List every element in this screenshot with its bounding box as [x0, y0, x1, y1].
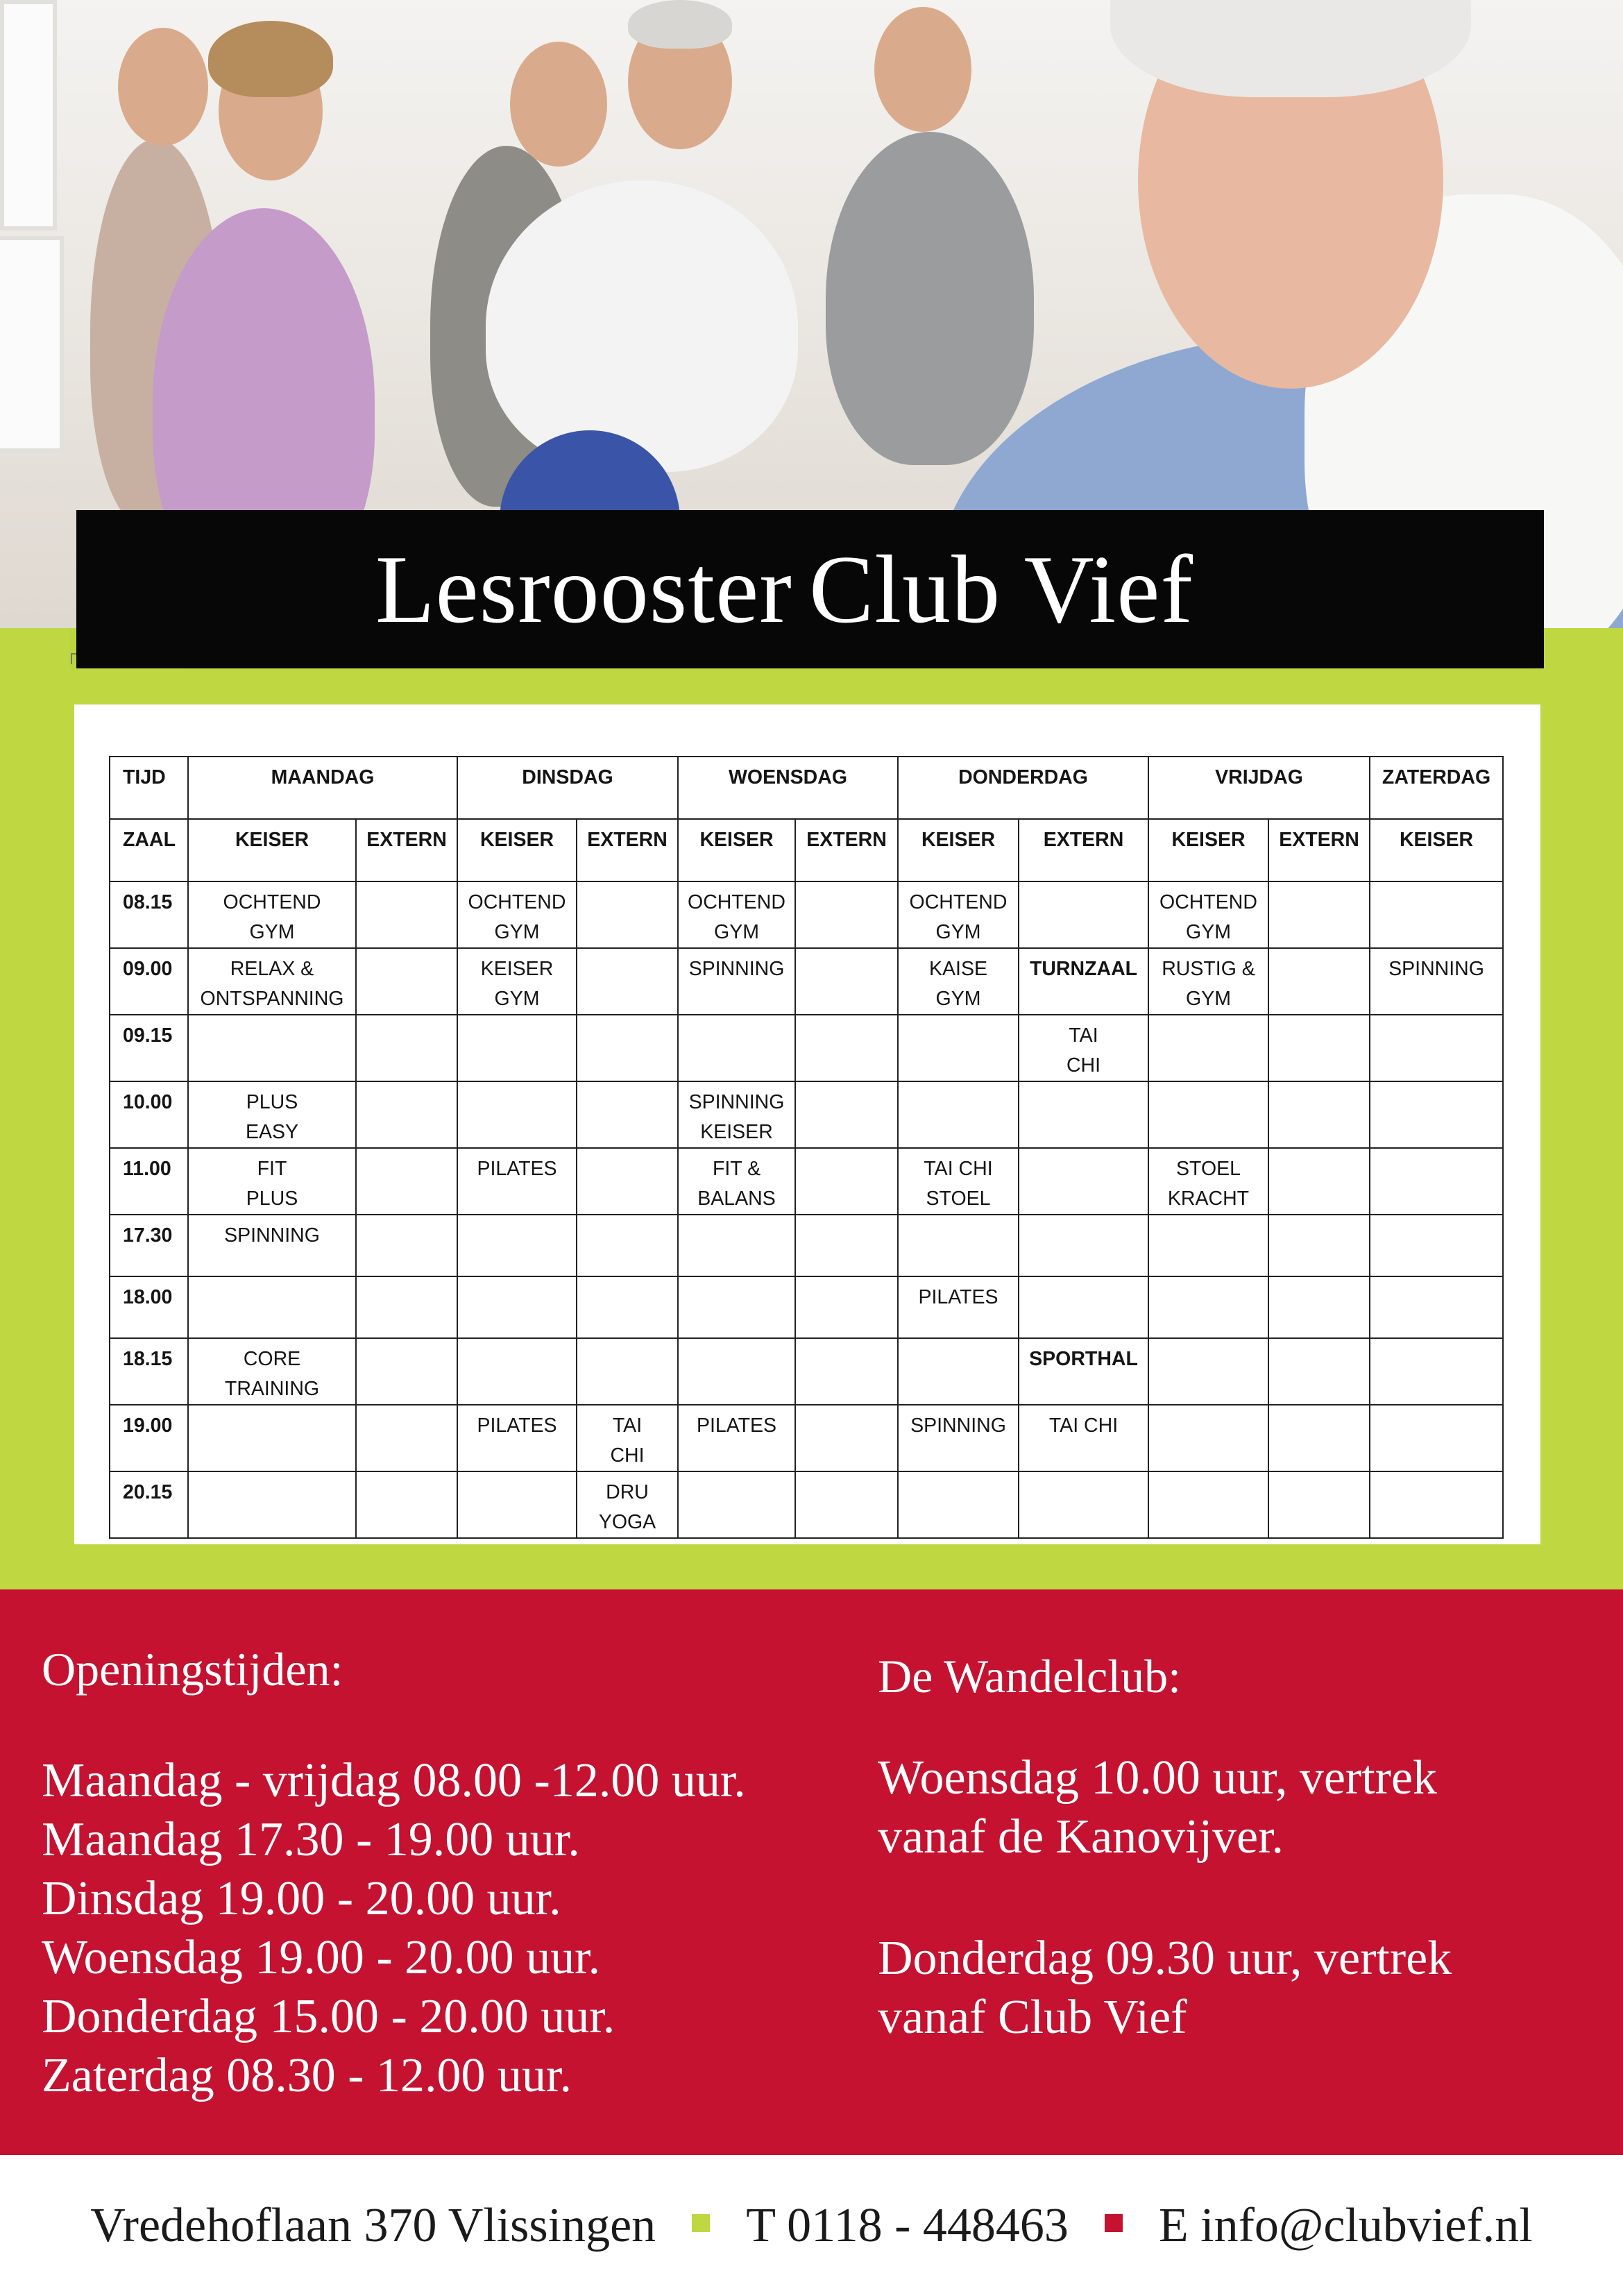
background-window [0, 0, 57, 230]
class-cell: TAI CHI STOEL [898, 1148, 1019, 1215]
class-cell [795, 1081, 898, 1148]
class-cell [577, 1215, 678, 1276]
class-cell [678, 1276, 795, 1338]
header-cell: EXTERN [577, 819, 678, 881]
walking-club-line: Donderdag 09.30 uur, vertrek [878, 1932, 1452, 1985]
time-cell: 09.00 [110, 948, 188, 1015]
class-cell: TAI CHI [577, 1405, 678, 1471]
opening-hours-heading: Openingstijden: [42, 1643, 343, 1696]
class-cell [356, 881, 457, 948]
time-cell: 08.15 [110, 881, 188, 948]
person-head [874, 7, 971, 132]
time-cell: 18.00 [110, 1276, 188, 1338]
class-cell [898, 1081, 1019, 1148]
class-cell [1148, 1338, 1268, 1405]
class-cell: OCHTEND GYM [678, 881, 795, 948]
header-cell: TIJD [110, 757, 188, 819]
class-cell [1148, 1081, 1268, 1148]
class-cell [1370, 1471, 1503, 1538]
contact-footer [0, 2155, 1623, 2296]
class-cell [188, 1276, 356, 1338]
class-cell [1148, 1405, 1268, 1471]
background-window [0, 236, 64, 453]
class-cell [188, 1015, 356, 1081]
class-cell [457, 1081, 577, 1148]
class-cell [795, 1338, 898, 1405]
class-cell: PILATES [457, 1148, 577, 1215]
class-cell [1370, 1215, 1503, 1276]
class-cell [795, 1148, 898, 1215]
header-cell: DINSDAG [457, 757, 678, 819]
header-cell: KEISER [898, 819, 1019, 881]
header-cell: KEISER [457, 819, 577, 881]
class-cell: DRU YOGA [577, 1471, 678, 1538]
class-cell [356, 1276, 457, 1338]
class-cell [457, 1338, 577, 1405]
class-cell [678, 1015, 795, 1081]
header-cell: WOENSDAG [678, 757, 898, 819]
class-cell [1370, 1338, 1503, 1405]
class-cell [1148, 1276, 1268, 1338]
class-cell [898, 1015, 1019, 1081]
class-cell [356, 1015, 457, 1081]
person-hair [208, 21, 333, 97]
opening-hours-line: Maandag - vrijdag 08.00 -12.00 uur. [42, 1754, 746, 1807]
footer-address: Vredehoflaan 370 Vlissingen [90, 2198, 656, 2252]
class-cell [898, 1338, 1019, 1405]
class-cell: PILATES [898, 1276, 1019, 1338]
class-cell [795, 881, 898, 948]
class-cell [577, 948, 678, 1015]
class-cell [577, 881, 678, 948]
class-cell: OCHTEND GYM [898, 881, 1019, 948]
class-cell [1268, 1081, 1370, 1148]
walking-club-line: vanaf Club Vief [878, 1991, 1187, 2044]
class-cell: KEISER GYM [457, 948, 577, 1015]
class-cell [1148, 1471, 1268, 1538]
schedule-row [110, 1015, 1503, 1081]
class-cell [795, 1015, 898, 1081]
person-head [118, 28, 208, 146]
class-cell [795, 1471, 898, 1538]
class-cell [457, 1015, 577, 1081]
schedule-card [74, 704, 1540, 1544]
header-cell: KEISER [1370, 819, 1503, 881]
schedule-row [110, 1081, 1503, 1148]
class-cell [795, 1276, 898, 1338]
person-figure-white-shirt [486, 180, 798, 472]
header-cell: DONDERDAG [898, 757, 1148, 819]
class-cell [356, 1405, 457, 1471]
time-cell: 17.30 [110, 1215, 188, 1276]
class-cell [1370, 1015, 1503, 1081]
header-cell: EXTERN [1019, 819, 1148, 881]
class-cell: RELAX & ONTSPANNING [188, 948, 356, 1015]
header-cell: KEISER [1148, 819, 1268, 881]
class-cell: TAI CHI [1019, 1015, 1148, 1081]
class-cell [1148, 1015, 1268, 1081]
class-cell [795, 1405, 898, 1471]
class-cell [457, 1215, 577, 1276]
schedule-table [109, 756, 1504, 1539]
person-figure-grey-top [826, 132, 1034, 465]
header-cell: MAANDAG [188, 757, 457, 819]
class-cell: FIT & BALANS [678, 1148, 795, 1215]
class-cell [1268, 948, 1370, 1015]
class-cell [1268, 1015, 1370, 1081]
header-cell: VRIJDAG [1148, 757, 1370, 819]
class-cell [188, 1405, 356, 1471]
time-cell: 18.15 [110, 1338, 188, 1405]
class-cell [188, 1471, 356, 1538]
class-cell [457, 1471, 577, 1538]
class-cell [1370, 1276, 1503, 1338]
class-cell [1019, 1471, 1148, 1538]
class-cell [1148, 1215, 1268, 1276]
class-cell: SPINNING [898, 1405, 1019, 1471]
class-cell [356, 1471, 457, 1538]
class-cell: CORE TRAINING [188, 1338, 356, 1405]
class-cell [457, 1276, 577, 1338]
class-cell [1268, 1215, 1370, 1276]
class-cell [678, 1471, 795, 1538]
class-cell: SPINNING [678, 948, 795, 1015]
opening-hours-line: Maandag 17.30 - 19.00 uur. [42, 1813, 580, 1866]
opening-hours-line: Woensdag 19.00 - 20.00 uur. [42, 1931, 601, 1984]
page-title [375, 534, 1210, 645]
time-cell: 10.00 [110, 1081, 188, 1148]
schedule-row [110, 1405, 1503, 1471]
header-cell: EXTERN [795, 819, 898, 881]
footer-email: E info@clubvief.nl [1158, 2198, 1533, 2252]
green-square-icon [692, 2214, 710, 2232]
time-cell: 09.15 [110, 1015, 188, 1081]
time-cell: 11.00 [110, 1148, 188, 1215]
class-cell: OCHTEND GYM [188, 881, 356, 948]
schedule-row [110, 1276, 1503, 1338]
class-cell [1019, 1276, 1148, 1338]
title-part-lesrooster: Lesrooster [375, 535, 792, 643]
class-cell [1268, 1276, 1370, 1338]
class-cell [1268, 1148, 1370, 1215]
walking-club-line: vanaf de Kanovijver. [878, 1810, 1284, 1864]
class-cell [356, 948, 457, 1015]
class-cell [577, 1081, 678, 1148]
class-cell: OCHTEND GYM [457, 881, 577, 948]
header-cell: KEISER [188, 819, 356, 881]
class-cell: PILATES [457, 1405, 577, 1471]
class-cell [1019, 881, 1148, 948]
class-cell: STOEL KRACHT [1148, 1148, 1268, 1215]
header-cell: KEISER [678, 819, 795, 881]
schedule-row [110, 948, 1503, 1015]
walking-club-line: Woensdag 10.00 uur, vertrek [878, 1751, 1438, 1805]
person-hair [628, 0, 732, 49]
class-cell [678, 1215, 795, 1276]
class-cell: TAI CHI [1019, 1405, 1148, 1471]
class-cell [898, 1471, 1019, 1538]
class-cell [1268, 1471, 1370, 1538]
class-cell: PLUS EASY [188, 1081, 356, 1148]
class-cell [678, 1338, 795, 1405]
class-cell [1019, 1081, 1148, 1148]
class-cell [577, 1015, 678, 1081]
class-cell [898, 1215, 1019, 1276]
red-square-icon [1105, 2214, 1123, 2232]
info-band [0, 1589, 1623, 2155]
class-cell [1370, 881, 1503, 948]
class-cell [577, 1276, 678, 1338]
schedule-row [110, 881, 1503, 948]
class-cell [356, 1081, 457, 1148]
walking-club-heading: De Wandelclub: [878, 1650, 1182, 1703]
class-cell: SPINNING KEISER [678, 1081, 795, 1148]
header-cell: EXTERN [1268, 819, 1370, 881]
class-cell: RUSTIG & GYM [1148, 948, 1268, 1015]
class-cell: PILATES [678, 1405, 795, 1471]
class-cell: TURNZAAL [1019, 948, 1148, 1015]
time-cell: 19.00 [110, 1405, 188, 1471]
class-cell: FIT PLUS [188, 1148, 356, 1215]
class-cell [1268, 1338, 1370, 1405]
class-cell [1370, 1405, 1503, 1471]
class-cell [356, 1148, 457, 1215]
class-cell [1268, 1405, 1370, 1471]
class-cell [795, 1215, 898, 1276]
header-row-days [110, 757, 1503, 819]
title-bar [76, 510, 1544, 668]
class-cell [1019, 1148, 1148, 1215]
person-head [510, 42, 607, 167]
header-cell: EXTERN [356, 819, 457, 881]
class-cell [1268, 881, 1370, 948]
class-cell [356, 1338, 457, 1405]
header-cell: ZAAL [110, 819, 188, 881]
opening-hours-line: Donderdag 15.00 - 20.00 uur. [42, 1990, 615, 2043]
class-cell: SPINNING [188, 1215, 356, 1276]
class-cell [1370, 1081, 1503, 1148]
title-part-club-vief: Club Vief [808, 535, 1193, 643]
opening-hours-line: Dinsdag 19.00 - 20.00 uur. [42, 1872, 561, 1925]
header-cell: ZATERDAG [1370, 757, 1503, 819]
class-cell [356, 1215, 457, 1276]
class-cell: SPORTHAL [1019, 1338, 1148, 1405]
class-cell: KAISE GYM [898, 948, 1019, 1015]
time-cell: 20.15 [110, 1471, 188, 1538]
schedule-row [110, 1148, 1503, 1215]
footer-phone: T 0118 - 448463 [746, 2198, 1069, 2252]
class-cell [1370, 1148, 1503, 1215]
class-cell: OCHTEND GYM [1148, 881, 1268, 948]
class-cell [1019, 1215, 1148, 1276]
class-cell [577, 1148, 678, 1215]
class-cell [577, 1338, 678, 1405]
class-cell: SPINNING [1370, 948, 1503, 1015]
schedule-row [110, 1338, 1503, 1405]
class-cell [795, 948, 898, 1015]
schedule-row [110, 1215, 1503, 1276]
schedule-row [110, 1471, 1503, 1538]
opening-hours-line: Zaterdag 08.30 - 12.00 uur. [42, 2049, 572, 2102]
header-row-rooms [110, 819, 1503, 881]
